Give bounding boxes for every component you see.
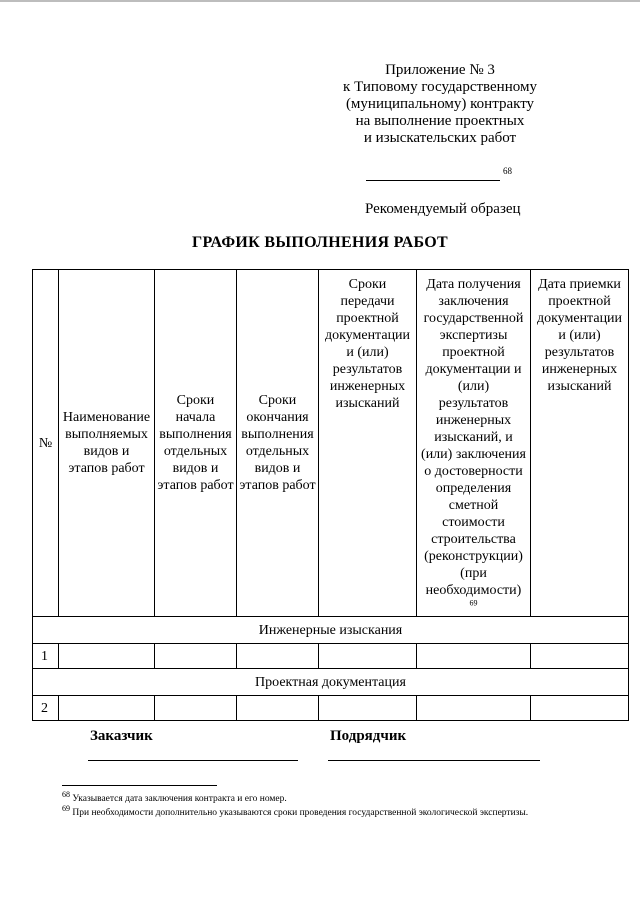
header-start: Сроки начала выполнения отдельных видов и этапов работ [155,270,237,617]
header-transfer: Сроки передачи проектной документации и (или) результатов инженерных изысканий [319,270,417,617]
table-cell [319,696,417,721]
header-expertise: Дата получения заключения государственной экспертизы проектной документации и (или) результатов инженерных изысканий, и (или) заключения о достоверности определения сметной стоимости строительства (реконструкции) (при необходимости) $^{69}$ [417,270,531,617]
table-cell [155,696,237,721]
section-project-documentation: Проектная документация [33,669,629,696]
header-name: Наименование выполняемых видов и этапов работ [59,270,155,617]
table-header-row [33,270,629,617]
table-cell [319,644,417,669]
section-row [33,669,629,696]
footnote-text: При необходимости дополнительно указываются сроки проведения государственной экологической экспертизы. [70,808,529,818]
footnote-68 [62,789,582,806]
row-number: 2 [33,696,59,721]
contractor-signature-line [328,760,540,761]
customer-label: Заказчик [90,728,153,744]
schedule-table [32,269,629,721]
customer-signature-line [88,760,298,761]
appendix-line: к Типовому государственному [343,79,537,95]
footnote-69 [62,803,582,820]
table-cell [417,696,531,721]
table-row [33,696,629,721]
footnote-ref-69: 69 [469,598,478,608]
footnote-separator [62,785,217,786]
footnote-ref-68: 68 [503,166,512,176]
section-engineering-surveys: Инженерные изыскания [33,617,629,644]
appendix-line: Приложение № 3 [385,62,495,78]
header-acceptance: Дата приемки проектной документации и (или) результатов инженерных изысканий [531,270,629,617]
table-cell [531,644,629,669]
underline-field [366,180,500,181]
table-cell [59,644,155,669]
table-cell [417,644,531,669]
page-top-edge [0,0,640,2]
section-row [33,617,629,644]
sample-label: Рекомендуемый образец [365,201,521,217]
header-num: № [33,270,59,617]
header-end: Сроки окончания выполнения отдельных видов и этапов работ [237,270,319,617]
appendix-line: (муниципальному) контракту [345,96,535,112]
table-cell [59,696,155,721]
appendix-line: и изыскательских работ [363,130,517,146]
table-cell [155,644,237,669]
footnote-num: 69 [62,803,70,813]
table-row [33,644,629,669]
contractor-label: Подрядчик [330,728,407,744]
footnote-num: 68 [62,789,70,799]
appendix-line: на выполнение проектных [355,113,525,129]
appendix-header [320,62,560,147]
footnote-text: Указывается дата заключения контракта и его номер. [70,794,287,804]
table-cell [531,696,629,721]
table-cell [237,696,319,721]
page-title: ГРАФИК ВЫПОЛНЕНИЯ РАБОТ [192,234,448,251]
table-cell [237,644,319,669]
row-number: 1 [33,644,59,669]
